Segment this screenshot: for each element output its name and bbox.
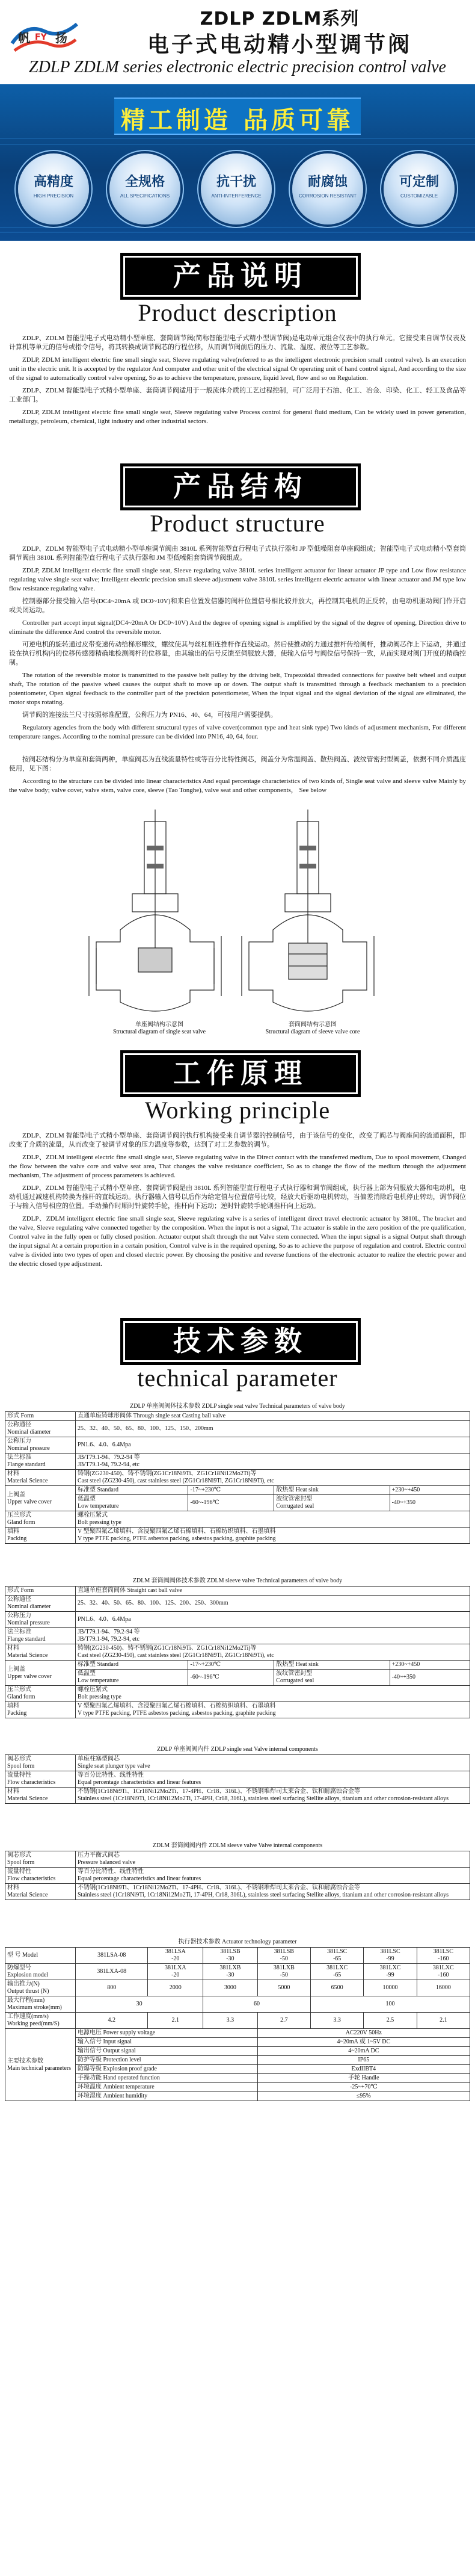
row-value: 不锈钢(1Cr18Ni9Ti、1Cr18Ni12Mo2Ti、17-4PH、Cr18、316L)、不锈钢堆焊司太莱合金、钛和耐腐蚀合金等 Stainless steel (1Cr18Ni9Ti, 1Cr18Ni12Mo2Ti, 17-4PH, Cr18, 316L), stainless steel surfacing Stellite alloys, titanium and other corrosion-resistant alloys	[76, 1884, 470, 1900]
row-label: 工作速度(mm/s) Working peed(mm/S)	[5, 2013, 76, 2029]
table-single-seat-internals	[5, 1754, 470, 1804]
table-row-stroke	[5, 1996, 470, 2013]
spec-label: 电源电压 Power supply voltage	[76, 2029, 258, 2038]
paragraph: ZDLP、ZDLM intelligent electric fine small single seat, Sleeve regulating valve is a series of intelligent direct travel electronic actuator by 3810L, The bracket and the valve, Sleeve regulating valve connected together by the composition. When the input is not a signal, The actuator is stable in the zero position of the pre qualification, Control valve in the fully open or fully closed position. Actuator output shaft through the nut Valve stem connected. When the input signal is a signal Output shaft through the input signal At a certain proportion in a certain position, Control valve is in the required opening, So as to achieve the purpose of regulation and control. Electric control valve is divided into two types of open and closed electric power. By choosing the positive and reverse functions of the electronic actuator to realize the electric power and the electric closed type adjustment.	[9, 1215, 466, 1268]
badge-title: 可定制	[399, 175, 439, 190]
table-sleeve-body	[5, 1586, 470, 1718]
table-caption: 执行器技术参数 Actuator technology parameter	[178, 1939, 297, 1945]
spec-value: AC220V 50Hz	[257, 2029, 470, 2038]
badge-title: 全规格	[124, 175, 165, 190]
table-caption: ZDLM 套筒阀阀内件 ZDLM sleeve valve Valve internal components	[152, 1842, 323, 1849]
row-label: 最大行程(mm) Maximum stroke(mm)	[5, 1996, 76, 2013]
table-row	[5, 1596, 470, 1612]
row-label: 防爆型号 Explosion model	[5, 1964, 76, 1980]
structure-text	[9, 545, 466, 745]
paragraph: According to the structure can be divided into linear characteristics And equal percentage characteristics of two kinds of, Single seat valve and sleeve valve Mainly by the valve body; valve cover, valve stem, valve core, sleeve (Tao Tonghe), valve seat and other components， See below	[9, 778, 466, 794]
cell: 30	[76, 1996, 203, 2013]
row-label: 输出推力(N) Output thrust (N)	[5, 1980, 76, 1996]
title-series: ZDLP ZDLM系列	[200, 8, 360, 29]
paragraph: ZDLP, ZDLM intelligent electric fine small single seat, Sleeve regulating valve 3810L series intelligent actuator for linear actuator JP type and Low flow resistance regulating valve single seat valve; Intelligent electric precision small sleeve adjustment valve 3810L series intelligent electric actuator with linear actuator and JM type low flow resistance regulating valve.	[9, 567, 466, 592]
cell: 381LXB -30	[203, 1964, 258, 1980]
working-text	[9, 1132, 466, 1272]
row-label: 材料 Material Science	[5, 1788, 76, 1804]
cell: 381LXA-08	[76, 1964, 148, 1980]
paragraph: ZDLP、ZDLM 智能型电子式精小型单座、套筒调节阀的执行机构接受来自调节器的控制信号，由于该信号的变化，改变了阀芯与阀座间的流通面积，即改变了介质的流量，从而改变了被调节对象的压力温度等参数，达到了对工艺参数的调节。	[9, 1132, 466, 1148]
table-row	[5, 1851, 470, 1868]
row-label: 压兰形式 Gland form	[5, 1686, 76, 1702]
cell: 6500	[310, 1980, 363, 1996]
row-label: 法兰标准 Flange standard	[5, 1628, 76, 1644]
section-title-en: Working principle	[144, 1097, 331, 1124]
feature-badges	[18, 153, 457, 220]
table-row	[5, 1868, 470, 1884]
cell: -60~-196℃	[188, 1495, 274, 1511]
paragraph: Controller part accept input signal(DC4~20mA Or DC0~10V) And the degree of opening signal is amplified by the signal of the degree of opening, Direction drive to eliminate the difference And control the reversible motor.	[9, 619, 466, 636]
row-label: 型 号 Model	[5, 1948, 76, 1964]
cell: 381LSB -30	[203, 1948, 258, 1964]
table-row	[5, 1437, 470, 1454]
row-label: 主要技术参数 Main technical parameters	[5, 2029, 76, 2101]
row-label: 压兰形式 Gland form	[5, 1511, 76, 1528]
diagram-caption-sleeve	[238, 1021, 388, 1036]
row-value: 铸钢(ZG230-450)、铸不锈钢(ZG1Cr18Ni9Ti、ZG1Cr18Ni12Mo2Ti)等 Cast steel (ZG230-450), cast stainless steel (ZG1Cr18Ni9Ti, ZG1Cr18Ni9Ti), etc	[76, 1470, 470, 1486]
table-row	[5, 1511, 470, 1528]
badge-title: 高精度	[33, 175, 73, 190]
caption-cn: 单座阀结构示意图	[135, 1021, 183, 1028]
cell: 4.2	[76, 2013, 148, 2029]
row-label: 上阀盖 Upper valve cover	[5, 1661, 76, 1686]
cell: 低温型 Low temperature	[76, 1670, 188, 1686]
table-row	[5, 1628, 470, 1644]
table-caption: ZDLP 单座阀阀内件 ZDLP single seat Valve internal components	[157, 1746, 318, 1753]
table-row-explosion	[5, 1964, 470, 1980]
cell: -60~-196℃	[188, 1670, 274, 1686]
description-text	[9, 334, 466, 430]
badge-subtitle: HIGH PRECISION	[33, 193, 74, 199]
paragraph: 按阀芯结构分为单座和套筒两种，单座阀芯为直线流量特性或等百分比特性阀芯，阀盖分为常温阀盖、散热阀盖、波纹管密封型阀盖，依据不同介质温度使用，见下图：	[9, 756, 466, 772]
badge-all-specs	[109, 153, 180, 224]
badge-subtitle: ANTI-INTERFERENCE	[211, 193, 262, 199]
badge-high-precision	[18, 153, 89, 224]
cell: 381LXC -160	[417, 1964, 470, 1980]
spec-value: IP65	[257, 2056, 470, 2065]
spec-value: 4~20mA 或 1~5V DC	[257, 2038, 470, 2047]
cell: 100	[310, 1996, 470, 2013]
spec-label: 手操功能 Hand operated function	[76, 2074, 258, 2083]
paragraph: 控制器部分接受输入信号(DC4~20mA 或 DC0~10V)和来自位置发信器的阀杆位置信号相比较并放大，再控制其电机的正反转，由电动机驱动阀门作开启或关闭运动。	[9, 598, 466, 614]
spec-value: ≤95%	[257, 2092, 470, 2101]
table-row-model	[5, 1948, 470, 1964]
row-label: 材料 Material Science	[5, 1884, 76, 1900]
row-label: 公称通径 Nominal diameter	[5, 1421, 76, 1437]
row-value: JB/T79.1-94、79.2-94 等 JB/T79.1-94, 79.2-94, etc	[76, 1628, 470, 1644]
row-label: 法兰标准 Flange standard	[5, 1454, 76, 1470]
section-header-working	[0, 1044, 475, 1129]
row-value: 25、32、40、50、65、80、100、125、200、250、300mm	[76, 1596, 470, 1612]
paragraph: ZDLP, ZDLM intelligent electric fine small single seat, Sleeve regulating valve(referred to as the intelligent electronic precision small control valve). Is an execution unit in the electric unit. It is accepted by the regulator And computer and other unit of the electrical signal Or operating unit of hand control signal, And according to the size of the signal to automatically control valve opening, So as to achieve the temperature, pressure, liquid level, flow and so on Regulation.	[9, 356, 466, 382]
table-sleeve-internals	[5, 1851, 470, 1900]
cell: 381LSC -99	[364, 1948, 417, 1964]
spec-label: 输入信号 Input signal	[76, 2038, 258, 2047]
row-label: 阀芯形式 Spool form	[5, 1755, 76, 1771]
row-label: 阀芯形式 Spool form	[5, 1851, 76, 1868]
badge-corrosion	[292, 153, 363, 224]
section-title-en: Product structure	[150, 510, 325, 537]
section-title-cn: 产品结构	[173, 470, 308, 503]
row-label: 填料 Packing	[5, 1702, 76, 1718]
table-row	[5, 1788, 470, 1804]
title-product-cn: 电子式电动精小型调节阀	[147, 33, 412, 57]
table-row	[5, 1587, 470, 1596]
paragraph: ZDLP、ZDLM 智能型电子式精小型单座、套筒调节阀适用于一般流体介质的工艺过程控制，可广泛用于石油、化工、冶金、印染、化工、轻工及食品等工业部门。	[9, 387, 466, 403]
table-row	[5, 1755, 470, 1771]
row-value: 螺栓压紧式 Bolt pressing type	[76, 1686, 470, 1702]
section-title-cn: 技术参数	[173, 1325, 308, 1357]
cell: 标准型 Standard	[76, 1486, 188, 1495]
section-header-tech	[0, 1312, 475, 1396]
row-value: 螺栓压紧式 Bolt pressing type	[76, 1511, 470, 1528]
spec-value: ExdIIBT4	[257, 2065, 470, 2074]
paragraph: Regulatory agencies from the body with different structural types of valve cover(common type and heat sink type) Two kinds of adjustment mechanism, For different temperature ranges. According to the nominal pressure can be divided into PN16, 40, 64, four.	[9, 724, 466, 740]
table-row	[5, 1612, 470, 1628]
caption-en: Structural diagram of single seat valve	[112, 1029, 206, 1035]
cell: 381LSB -50	[257, 1948, 310, 1964]
cell: 2.1	[417, 2013, 470, 2029]
valve-diagrams	[84, 810, 391, 1038]
cell: -40~+350	[390, 1495, 470, 1511]
row-label: 材料 Material Science	[5, 1644, 76, 1661]
table-row	[5, 1454, 470, 1470]
slogan: 精工制造 品质可靠	[121, 107, 354, 134]
paragraph: ZDLP, ZDLM intelligent electric fine small single seat, Sleeve regulating valve Process control for general fluid medium, Can be widely used in power generation, metallurgy, petroleum, chemical, light industry and other industrial sectors.	[9, 409, 466, 425]
cell: 10000	[364, 1980, 417, 1996]
table-row	[5, 1771, 470, 1788]
cell: 3.3	[203, 2013, 258, 2029]
row-value: V 型聚四氟乙烯填料、含浸聚四氟乙烯石棉填料、石棉纺织填料、石墨填料 V type PTFE packing, PTFE asbestos packing, asbestos packing, graphite packing	[76, 1528, 470, 1544]
cell: 381LXC -99	[364, 1964, 417, 1980]
table-row	[5, 1644, 470, 1661]
row-label: 流量特性 Flow characteristics	[5, 1771, 76, 1788]
badge-title: 抗干扰	[216, 175, 256, 190]
cell: -17~+230℃	[188, 1661, 274, 1670]
section-title-en: technical parameter	[137, 1364, 338, 1392]
cell: 3.3	[310, 2013, 363, 2029]
row-value: 25、32、40、50、65、80、100、125、150、200mm	[76, 1421, 470, 1437]
cell: 5000	[257, 1980, 310, 1996]
cell: 381LSC -65	[310, 1948, 363, 1964]
row-label: 形式 Form	[5, 1587, 76, 1596]
spec-label: 防护等级 Protection level	[76, 2056, 258, 2065]
brand-logo	[8, 19, 81, 57]
section-title-en: Product description	[138, 299, 337, 326]
svg-text:FY: FY	[35, 33, 47, 42]
structure-text-b	[9, 755, 466, 799]
paragraph: ZDLP、ZDLM 智能型电子式电动精小型单座调节阀由 3810L 系列智能型直行程电子式执行器和 JP 型低噪阻套单座阀组成；智能型电子式电动精小型套筒调节阀由 3810L 系列智能型直行程电子式执行器和 JM 型低噪阻套筒调节阀组成。	[9, 545, 466, 562]
cell: 2.5	[364, 2013, 417, 2029]
cell: 散热型 Heat sink	[274, 1661, 390, 1670]
table-row	[5, 1661, 470, 1670]
section-header-structure	[0, 457, 475, 542]
cell: +230~+450	[390, 1486, 470, 1495]
paragraph: ZDLP、ZDLM 智能型电子式精小型单座、套筒调节阀是由 3810L 系列智能型直行程电子式执行器和调节阀组成，执行器上部为伺服放大器和电动机，电动机通过减速机构转换为推杆的直线运动。执行器输入信号以后作为给定值与位置信号比较，经放大后驱动电机转动，当偏差消除后电机停止转动，调节阀位于与输入信号相应的位置。手动操作时顺时针旋转手轮，推杆向下运动；逆时针旋转手轮则推杆向上运动。	[9, 1184, 466, 1210]
row-value: 不锈钢(1Cr18Ni9Ti、1Cr18Ni12Mo2Ti、17-4PH、Cr18、316L)、不锈钢堆焊司太莱合金、钛和耐腐蚀合金等 Stainless steel (1Cr18Ni9Ti, 1Cr18Ni12Mo2Ti, 17-4PH, Cr18, 316L), stainless steel surfacing Stellite alloys, titanium and other corrosion-resistant alloys	[76, 1788, 470, 1804]
cell: +230~+450	[390, 1661, 470, 1670]
section-header-description	[0, 247, 475, 331]
table-row	[5, 1421, 470, 1437]
row-value: JB/T79.1-94、79.2-94 等 JB/T79.1-94, 79.2-94, etc	[76, 1454, 470, 1470]
table-row-speed	[5, 2013, 470, 2029]
spec-value: 4~20mA DC	[257, 2047, 470, 2056]
cell: 低温型 Low temperature	[76, 1495, 188, 1511]
row-value: 单座柱塞型阀芯 Single seat plunger type valve	[76, 1755, 470, 1771]
row-value: 直通单座套筒阀体 Straight cast ball valve	[76, 1587, 470, 1596]
paragraph: 可逆电机的旋转通过皮带变速传动给梯形螺纹，螺纹使其与丝杠相连推杆作直线运动。然后使推动的力通过推杆传给阀杆，推动阀芯作上下运动，并通过设在执行机构内的位移传感器精确地检测阀杆的位移量，由其输出的信号反馈至伺服放大器，使输入信号与阀位信号保持一致，从而实现对阀门开度的精确控制。	[9, 641, 466, 666]
row-value: 等百分比特性、线性特性 Equal percentage characteristics and linear features	[76, 1771, 470, 1788]
cell: 标准型 Standard	[76, 1661, 188, 1670]
header	[0, 0, 475, 84]
spec-label: 防爆等级 Explosion proof grade	[76, 2065, 258, 2074]
row-value: 直通单座铸球形阀体 Through single seat Casting ball valve	[76, 1412, 470, 1421]
cell: 2000	[148, 1980, 203, 1996]
cell: 381LSC -160	[417, 1948, 470, 1964]
title-product-en: ZDLP ZDLM series electronic electric precision control valve	[29, 58, 446, 76]
cell: 波纹管密封型 Corrugated seal	[274, 1495, 390, 1511]
badge-anti-interference	[201, 153, 272, 224]
row-label: 上阀盖 Upper valve cover	[5, 1486, 76, 1511]
badge-subtitle: CORROSION RESISTANT	[299, 193, 357, 199]
spec-label: 环境温度 Ambient temperature	[76, 2083, 258, 2092]
table-row-thrust	[5, 1980, 470, 1996]
row-value: PN1.6、4.0、6.4Mpa	[76, 1437, 470, 1454]
row-label: 形式 Form	[5, 1412, 76, 1421]
cell: 381LXB -50	[257, 1964, 310, 1980]
table-actuator	[5, 1947, 470, 2101]
row-label: 材料 Material Science	[5, 1470, 76, 1486]
table-caption: ZDLP 单座阀阀体技术参数 ZDLP single seat valve Technical parameters of valve body	[130, 1403, 345, 1410]
badge-customizable	[384, 153, 455, 224]
table-row	[5, 1412, 470, 1421]
row-value: 铸钢(ZG230-450)、铸不锈钢(ZG1Cr18Ni9Ti、ZG1Cr18Ni12Mo2Ti)等 Cast steel (ZG230-450), cast stainless steel (ZG1Cr18Ni9Ti, ZG1Cr18Ni9Ti), etc	[76, 1644, 470, 1661]
paragraph: ZDLP、ZDLM intelligent electric fine small single seat, Sleeve regulating valve in the Direct contact with the transferred medium, Due to spool movement, Changed the flow between the valve core and valve seat area, That changes the valve resistance coefficient, So as to change the flow of the medium through the adjustment mechanism, The adjustment of process parameters is achieved.	[9, 1154, 466, 1179]
badge-subtitle: CUSTOMIZABLE	[400, 193, 438, 199]
svg-text:扬: 扬	[55, 31, 67, 45]
cell: 3000	[203, 1980, 258, 1996]
table-row	[5, 1486, 470, 1495]
cell: -17~+230℃	[188, 1486, 274, 1495]
row-label: 公称通径 Nominal diameter	[5, 1596, 76, 1612]
row-value: V 型聚四氟乙烯填料、含浸聚四氟乙烯石棉填料、石棉纺织填料、石墨填料 V type PTFE packing, PTFE asbestos packing, asbestos packing, graphite packing	[76, 1702, 470, 1718]
feature-banner	[0, 84, 475, 241]
row-value: 等百分比特性、线性特性 Equal percentage characteristics and linear features	[76, 1868, 470, 1884]
cell: 381LXA -20	[148, 1964, 203, 1980]
badge-subtitle: ALL SPECIFICATIONS	[120, 193, 170, 199]
caption-en: Structural diagram of sleeve valve core	[265, 1029, 360, 1035]
cell: 2.7	[257, 2013, 310, 2029]
paragraph: The rotation of the reversible motor is transmitted to the passive belt pulley by the driving belt, Trapezoidal threaded connections for passive belt wheel and output shaft, The rotation of the passive wheel causes the output shaft to move up or down. The output shaft is transmitted through a feedback mechanism to a precision potentiometer, Open signal feedback to the controller part of the precision potentiometer, When the input signal and the signal deviation of the signal are eliminated, the motor stops rotating.	[9, 672, 466, 706]
table-row-spec	[5, 2029, 470, 2038]
table-row	[5, 1470, 470, 1486]
table-row	[5, 1686, 470, 1702]
badge-title: 耐腐蚀	[307, 175, 348, 190]
row-value: PN1.6、4.0、6.4Mpa	[76, 1612, 470, 1628]
spec-value: -25~+70℃	[257, 2083, 470, 2092]
caption-cn: 套筒阀结构示意图	[289, 1021, 337, 1028]
spec-label: 环境湿度 Ambient humidity	[76, 2092, 258, 2101]
spec-value: 手轮 Handle	[257, 2074, 470, 2083]
table-row	[5, 1528, 470, 1544]
spec-label: 输出信号 Output signal	[76, 2047, 258, 2056]
cell: 2.1	[148, 2013, 203, 2029]
cell: 波纹管密封型 Corrugated seal	[274, 1670, 390, 1686]
cell: 381LXC -65	[310, 1964, 363, 1980]
cell: 381LSA -20	[148, 1948, 203, 1964]
row-value: 压力平衡式阀芯 Pressure balanced valve	[76, 1851, 470, 1868]
cell: 800	[76, 1980, 148, 1996]
row-label: 填料 Packing	[5, 1528, 76, 1544]
row-label: 公称压力 Nominal pressure	[5, 1437, 76, 1454]
row-label: 公称压力 Nominal pressure	[5, 1612, 76, 1628]
cell: 散热型 Heat sink	[274, 1486, 390, 1495]
table-caption: ZDLM 套筒阀阀体技术参数 ZDLM sleeve valve Technical parameters of valve body	[132, 1577, 343, 1584]
section-title-cn: 产品说明	[173, 259, 308, 292]
row-label: 流量特性 Flow characteristics	[5, 1868, 76, 1884]
table-row	[5, 1702, 470, 1718]
cell: 16000	[417, 1980, 470, 1996]
paragraph: ZDLP、ZDLM 智能型电子式电动精小型单座、套筒调节阀(简称智能型电子式精小型调节阀)是电动单元组合仪表中的执行单元。它接受来自调节仪表及计算机等单元的信号或指令信号，将其转换成调节阀芯的行程位移，从而调节阀前后的压力、流量、温度、液位等工艺参数。	[9, 335, 466, 351]
section-title-cn: 工作原理	[173, 1057, 308, 1089]
table-single-seat-body	[5, 1411, 470, 1544]
cell: 381LSA-08	[76, 1948, 148, 1964]
cell: 60	[203, 1996, 311, 2013]
svg-text:帆: 帆	[18, 31, 30, 45]
diagram-caption-single-seat	[84, 1021, 234, 1036]
cell: -40~+350	[390, 1670, 470, 1686]
paragraph: 调节阀的连接法兰尺寸按照标准配置，公称压力为 PN16、40、64，可按用户需要提供。	[22, 711, 277, 719]
valve-cross-section-drawings	[84, 810, 391, 1020]
table-row	[5, 1884, 470, 1900]
